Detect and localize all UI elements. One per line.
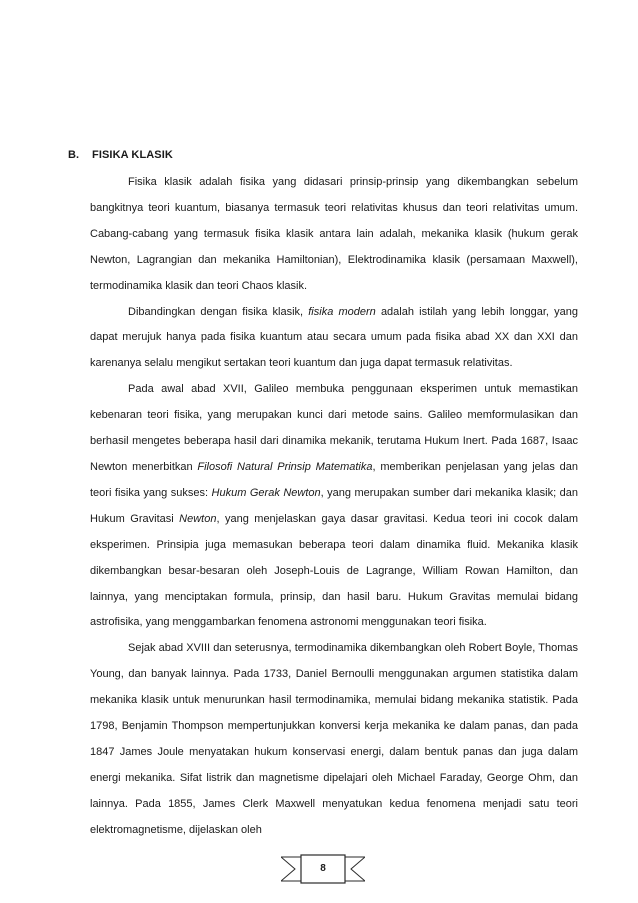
text-segment: Sejak abad XVIII dan seterusnya, termodinamika dikembangkan oleh Robert Boyle, Thomas Young, dan banyak lainnya. Pada 1733, Daniel Bernoulli menggunakan argumen statistika dalam mekanika klasik untuk menurunkan hasil termodinamika, memulai bidang mekanika statistik. Pada 1798, Benjamin Thompson mempertunjukkan konversi kerja mekanika ke dalam panas, dan pada 1847 James Joule menyatakan hukum konservasi energi, dalam bentuk panas dan juga dalam energi mekanika. Sifat listrik dan magnetisme dipelajari oleh Michael Faraday, George Ohm, dan lainnya. Pada 1855, James Clerk Maxwell menyatukan kedua fenomena menjadi satu teori elektromagnetisme, dijelaskan oleh: [90, 642, 578, 836]
text-segment: , yang merupakan sumber dari mekanika klasik; dan Hukum Gravitasi: [90, 486, 578, 525]
section-label: B.: [68, 149, 80, 161]
section-title: FISIKA KLASIK: [92, 149, 173, 161]
section-heading: [68, 149, 173, 161]
italic-term: Hukum Gerak Newton: [211, 486, 321, 499]
text-segment: Pada awal abad XVII, Galileo membuka penggunaan eksperimen untuk memastikan kebenaran teori fisika, yang merupakan kunci dari metode sains. Galileo memformulasikan dan berhasil mengetes beberapa hasil dari dinamika mekanik, terutama Hukum Inert. Pada 1687, Isaac Newton menerbitkan: [90, 383, 578, 473]
text-segment: Fisika klasik adalah fisika yang didasari prinsip-prinsip yang dikembangkan sebelum bangkitnya teori kuantum, biasanya termasuk teori relativitas khusus dan teori relativitas umum. Cabang-cabang yang termasuk fisika klasik antara lain adalah, mekanika klasik (hukum gerak Newton, Lagrangian dan mekanika Hamiltonian), Elektrodinamika klasik (persamaan Maxwell), termodinamika klasik dan teori Chaos klasik.: [90, 176, 578, 292]
italic-term: Newton: [179, 512, 217, 525]
paragraph: [90, 377, 578, 636]
page-number: 8: [320, 863, 326, 874]
page-footer: [281, 854, 365, 884]
text-segment: , memberikan penjelasan yang jelas dan teori fisika yang sukses:: [90, 460, 578, 499]
text-segment: , yang menjelaskan gaya dasar gravitasi. Kedua teori ini cocok dalam eksperimen. Prinsipia juga memasukan beberapa teori dalam dinamika fluid. Mekanika klasik dikembangkan besar-besaran oleh Joseph-Louis de Lagrange, William Rowan Hamilton, dan lainnya, yang menciptakan formula, prinsip, dan hasil baru. Hukum Gravitas memulai bidang astrofisika, yang menggambarkan fenomena astronomi menggunakan teori fisika.: [90, 512, 578, 629]
body-text: [90, 170, 578, 844]
paragraph: [90, 300, 578, 378]
paragraph: [90, 170, 578, 300]
text-segment: Dibandingkan dengan fisika klasik,: [128, 305, 309, 318]
text-segment: adalah istilah yang lebih longgar, yang dapat merujuk hanya pada fisika kuantum atau secara umum pada fisika abad XX dan XXI dan karenanya selalu mengikut sertakan teori kuantum dan juga dapat termasuk relativitas.: [90, 305, 578, 370]
italic-term: Filosofi Natural Prinsip Matematika: [197, 460, 373, 473]
paragraph: [90, 636, 578, 843]
italic-term: fisika modern: [308, 305, 376, 318]
